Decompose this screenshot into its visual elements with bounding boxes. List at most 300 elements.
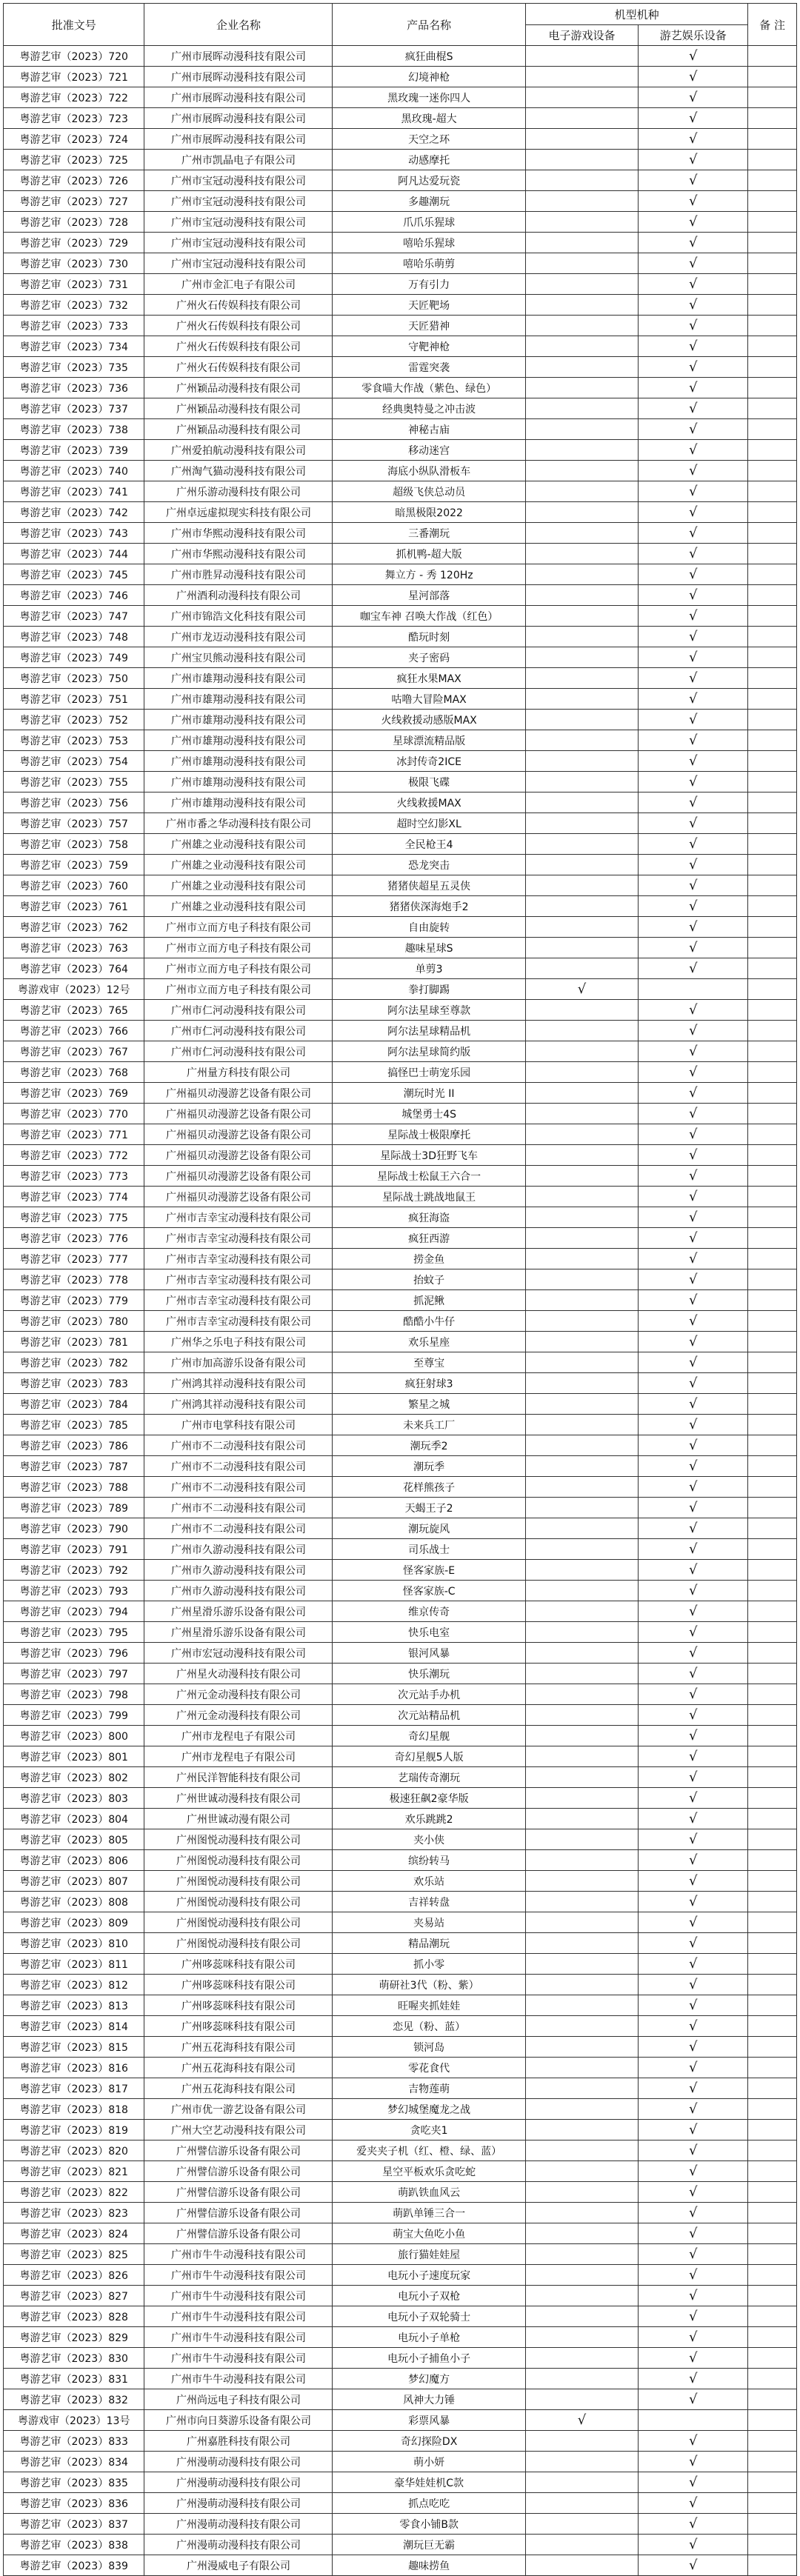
electronic-game-cell	[525, 2431, 638, 2452]
company-cell: 广州图悦动漫科技有限公司	[144, 1871, 333, 1892]
electronic-game-cell	[525, 1767, 638, 1788]
product-cell: 司乐战士	[333, 1539, 525, 1560]
product-cell: 星际战士跳战地鼠王	[333, 1187, 525, 1207]
electronic-game-cell	[525, 1000, 638, 1021]
entertainment-cell: √	[639, 87, 748, 108]
approval-no-cell: 粤游艺审（2023）787	[4, 1456, 144, 1477]
entertainment-cell: √	[639, 627, 748, 647]
company-cell: 广州世诚动漫科技有限公司	[144, 1788, 333, 1809]
company-cell: 广州市不二动漫科技有限公司	[144, 1456, 333, 1477]
entertainment-cell: √	[639, 1912, 748, 1933]
remarks-cell	[748, 544, 797, 564]
electronic-game-cell	[525, 1933, 638, 1954]
company-cell: 广州漫威电子有限公司	[144, 2555, 333, 2576]
table-row	[4, 2223, 797, 2244]
remarks-cell	[748, 1332, 797, 1352]
table-row	[4, 46, 797, 67]
table-row	[4, 1892, 797, 1912]
entertainment-cell: √	[639, 855, 748, 875]
company-cell: 广州颖品动漫科技有限公司	[144, 419, 333, 440]
remarks-cell	[748, 2535, 797, 2555]
electronic-game-cell	[525, 2514, 638, 2535]
entertainment-cell: √	[639, 46, 748, 67]
company-cell: 广州市牛牛动漫科技有限公司	[144, 2327, 333, 2348]
company-cell: 广州市立而方电子科技有限公司	[144, 979, 333, 1000]
company-cell: 广州星滑乐游乐设备有限公司	[144, 1601, 333, 1622]
table-row	[4, 1912, 797, 1933]
entertainment-cell: √	[639, 2161, 748, 2182]
table-row	[4, 1518, 797, 1539]
entertainment-cell: √	[639, 295, 748, 316]
remarks-cell	[748, 2244, 797, 2265]
entertainment-cell: √	[639, 2514, 748, 2535]
entertainment-cell: √	[639, 896, 748, 917]
company-cell: 广州五花海科技有限公司	[144, 2037, 333, 2058]
company-cell: 广州大空艺动漫科技有限公司	[144, 2120, 333, 2140]
entertainment-cell: √	[639, 1829, 748, 1850]
electronic-game-cell	[525, 1249, 638, 1269]
product-cell: 缤纷转马	[333, 1850, 525, 1871]
product-cell: 潮玩季	[333, 1456, 525, 1477]
approval-no-cell: 粤游艺审（2023）789	[4, 1498, 144, 1518]
product-cell: 抓泥鳅	[333, 1290, 525, 1311]
approval-no-cell: 粤游艺审（2023）733	[4, 316, 144, 336]
product-cell: 天空之环	[333, 129, 525, 150]
remarks-cell	[748, 1477, 797, 1498]
entertainment-cell: √	[639, 2140, 748, 2161]
remarks-cell	[748, 1290, 797, 1311]
remarks-cell	[748, 316, 797, 336]
electronic-game-cell	[525, 627, 638, 647]
remarks-cell	[748, 1394, 797, 1415]
electronic-game-cell	[525, 1539, 638, 1560]
electronic-game-cell	[525, 2223, 638, 2244]
electronic-game-cell	[525, 336, 638, 357]
electronic-game-cell	[525, 274, 638, 295]
table-row	[4, 1933, 797, 1954]
product-cell: 阿尔法星球简约版	[333, 1041, 525, 1062]
entertainment-cell: √	[639, 710, 748, 730]
entertainment-cell: √	[639, 751, 748, 772]
entertainment-cell: √	[639, 1664, 748, 1684]
electronic-game-cell	[525, 2555, 638, 2576]
table-row	[4, 1995, 797, 2016]
remarks-cell	[748, 1892, 797, 1912]
approval-no-cell: 粤游艺审（2023）805	[4, 1829, 144, 1850]
electronic-game-cell	[525, 1581, 638, 1601]
table-row	[4, 606, 797, 627]
electronic-game-cell	[525, 316, 638, 336]
company-cell: 广州淘气猫动漫科技有限公司	[144, 461, 333, 481]
approval-no-cell: 粤游艺审（2023）742	[4, 502, 144, 523]
remarks-cell	[748, 274, 797, 295]
entertainment-cell: √	[639, 502, 748, 523]
remarks-cell	[748, 2327, 797, 2348]
entertainment-cell: √	[639, 1228, 748, 1249]
product-cell: 万有引力	[333, 274, 525, 295]
company-cell: 广州市牛牛动漫科技有限公司	[144, 2286, 333, 2306]
remarks-cell	[748, 502, 797, 523]
entertainment-cell: √	[639, 357, 748, 378]
table-row	[4, 1166, 797, 1187]
remarks-cell	[748, 1539, 797, 1560]
entertainment-cell: √	[639, 1415, 748, 1435]
product-cell: 疯狂西游	[333, 1228, 525, 1249]
entertainment-cell: √	[639, 170, 748, 191]
remarks-cell	[748, 2431, 797, 2452]
remarks-cell	[748, 1788, 797, 1809]
entertainment-cell: √	[639, 647, 748, 668]
approval-no-cell: 粤游艺审（2023）835	[4, 2472, 144, 2493]
remarks-cell	[748, 751, 797, 772]
remarks-cell	[748, 1083, 797, 1104]
company-cell: 广州图悦动漫科技有限公司	[144, 1912, 333, 1933]
remarks-cell	[748, 1435, 797, 1456]
remarks-cell	[748, 1809, 797, 1829]
electronic-game-cell	[525, 1912, 638, 1933]
electronic-game-cell	[525, 1435, 638, 1456]
approval-no-cell: 粤游艺审（2023）756	[4, 793, 144, 813]
approval-no-cell: 粤游艺审（2023）803	[4, 1788, 144, 1809]
product-cell: 恐龙突击	[333, 855, 525, 875]
table-row	[4, 398, 797, 419]
product-cell: 电玩小子双枪	[333, 2286, 525, 2306]
approval-table-container	[3, 3, 797, 2576]
remarks-cell	[748, 1228, 797, 1249]
entertainment-cell: √	[639, 875, 748, 896]
entertainment-cell: √	[639, 1705, 748, 1726]
entertainment-cell: √	[639, 1124, 748, 1145]
table-row	[4, 2555, 797, 2576]
remarks-cell	[748, 2037, 797, 2058]
approval-no-cell: 粤游艺审（2023）801	[4, 1746, 144, 1767]
approval-no-cell: 粤游艺审（2023）839	[4, 2555, 144, 2576]
entertainment-cell: √	[639, 1850, 748, 1871]
approval-no-cell: 粤游艺审（2023）745	[4, 564, 144, 585]
remarks-cell	[748, 606, 797, 627]
entertainment-cell: √	[639, 440, 748, 461]
entertainment-cell: √	[639, 1145, 748, 1166]
company-cell: 广州市雄翔动漫科技有限公司	[144, 668, 333, 689]
company-cell: 广州市立而方电子科技有限公司	[144, 917, 333, 938]
approval-no-cell: 粤游艺审（2023）752	[4, 710, 144, 730]
approval-no-cell: 粤游艺审（2023）807	[4, 1871, 144, 1892]
entertainment-cell: √	[639, 1290, 748, 1311]
product-cell: 梦幻魔方	[333, 2369, 525, 2389]
electronic-game-cell	[525, 730, 638, 751]
remarks-cell	[748, 1975, 797, 1995]
entertainment-cell: √	[639, 1249, 748, 1269]
table-row	[4, 1477, 797, 1498]
product-cell: 阿尔法星球精品机	[333, 1021, 525, 1041]
electronic-game-cell	[525, 710, 638, 730]
company-cell: 广州市雄翔动漫科技有限公司	[144, 772, 333, 793]
company-cell: 广州市展晖动漫科技有限公司	[144, 129, 333, 150]
table-row	[4, 2535, 797, 2555]
remarks-cell	[748, 170, 797, 191]
product-cell: 天蝎王子2	[333, 1498, 525, 1518]
remarks-cell	[748, 1104, 797, 1124]
product-cell: 奇幻星舰5人版	[333, 1746, 525, 1767]
approval-no-cell: 粤游艺审（2023）774	[4, 1187, 144, 1207]
product-cell: 黑玫瑰-超大	[333, 108, 525, 129]
company-cell: 广州市吉幸宝动漫科技有限公司	[144, 1207, 333, 1228]
company-cell: 广州哆蕊咪科技有限公司	[144, 1975, 333, 1995]
table-row	[4, 378, 797, 398]
entertainment-cell: √	[639, 2369, 748, 2389]
approval-no-cell: 粤游艺审（2023）767	[4, 1041, 144, 1062]
entertainment-cell: √	[639, 1373, 748, 1394]
remarks-cell	[748, 87, 797, 108]
entertainment-cell: √	[639, 1352, 748, 1373]
table-row	[4, 689, 797, 710]
approval-no-cell: 粤游艺审（2023）793	[4, 1581, 144, 1601]
table-row	[4, 1622, 797, 1643]
remarks-cell	[748, 689, 797, 710]
remarks-cell	[748, 896, 797, 917]
electronic-game-cell	[525, 875, 638, 896]
entertainment-cell: √	[639, 1083, 748, 1104]
remarks-cell	[748, 336, 797, 357]
electronic-game-cell	[525, 2182, 638, 2203]
product-cell: 银河风暴	[333, 1643, 525, 1664]
table-row	[4, 2327, 797, 2348]
entertainment-cell: √	[639, 2223, 748, 2244]
product-cell: 欢乐跳跳2	[333, 1809, 525, 1829]
company-cell: 广州市牛牛动漫科技有限公司	[144, 2369, 333, 2389]
product-cell: 吉祥转盘	[333, 1892, 525, 1912]
entertainment-cell: √	[639, 523, 748, 544]
product-cell: 单剪3	[333, 958, 525, 979]
entertainment-cell: √	[639, 2203, 748, 2223]
entertainment-cell: √	[639, 958, 748, 979]
table-row	[4, 212, 797, 233]
company-cell: 广州爱拍航动漫科技有限公司	[144, 440, 333, 461]
electronic-game-cell	[525, 1477, 638, 1498]
approval-no-cell: 粤游艺审（2023）822	[4, 2182, 144, 2203]
company-cell: 广州五花海科技有限公司	[144, 2078, 333, 2099]
approval-no-cell: 粤游艺审（2023）771	[4, 1124, 144, 1145]
approval-no-cell: 粤游艺审（2023）732	[4, 295, 144, 316]
remarks-cell	[748, 1829, 797, 1850]
entertainment-cell: √	[639, 1104, 748, 1124]
entertainment-cell: √	[639, 1498, 748, 1518]
product-cell: 超时空幻影XL	[333, 813, 525, 834]
remarks-cell	[748, 2306, 797, 2327]
table-row	[4, 2203, 797, 2223]
remarks-cell	[748, 2389, 797, 2410]
electronic-game-cell	[525, 1415, 638, 1435]
remarks-cell	[748, 1415, 797, 1435]
remarks-cell	[748, 2265, 797, 2286]
product-cell: 花样熊孩子	[333, 1477, 525, 1498]
entertainment-cell: √	[639, 481, 748, 502]
remarks-cell	[748, 2286, 797, 2306]
electronic-game-cell	[525, 1664, 638, 1684]
approval-no-cell: 粤游艺审（2023）816	[4, 2058, 144, 2078]
approval-no-cell: 粤游艺审（2023）837	[4, 2514, 144, 2535]
table-row	[4, 2244, 797, 2265]
company-cell: 广州火石传娱科技有限公司	[144, 357, 333, 378]
remarks-cell	[748, 834, 797, 855]
electronic-game-cell	[525, 191, 638, 212]
company-cell: 广州市不二动漫科技有限公司	[144, 1435, 333, 1456]
electronic-game-cell	[525, 1892, 638, 1912]
company-cell: 广州星火动漫科技有限公司	[144, 1664, 333, 1684]
company-cell: 广州乐游动漫科技有限公司	[144, 481, 333, 502]
product-cell: 猪猪侠超星五灵侠	[333, 875, 525, 896]
product-cell: 电玩小子单枪	[333, 2327, 525, 2348]
product-cell: 舞立方 - 秀 120Hz	[333, 564, 525, 585]
remarks-cell	[748, 2223, 797, 2244]
entertainment-cell: √	[639, 316, 748, 336]
entertainment-cell: √	[639, 1809, 748, 1829]
company-cell: 广州市吉幸宝动漫科技有限公司	[144, 1249, 333, 1269]
product-cell: 星际战士极限摩托	[333, 1124, 525, 1145]
company-cell: 广州福贝动漫游艺设备有限公司	[144, 1145, 333, 1166]
approval-no-cell: 粤游艺审（2023）759	[4, 855, 144, 875]
approval-no-cell: 粤游艺审（2023）785	[4, 1415, 144, 1435]
company-cell: 广州火石传娱科技有限公司	[144, 295, 333, 316]
electronic-game-cell	[525, 544, 638, 564]
company-cell: 广州市雄翔动漫科技有限公司	[144, 710, 333, 730]
product-cell: 火线救援动感版MAX	[333, 710, 525, 730]
entertainment-cell: √	[639, 398, 748, 419]
entertainment-cell: √	[639, 1062, 748, 1083]
product-cell: 梦幻城堡魔龙之战	[333, 2099, 525, 2120]
company-cell: 广州市牛牛动漫科技有限公司	[144, 2244, 333, 2265]
company-cell: 广州市胜昇动漫科技有限公司	[144, 564, 333, 585]
entertainment-cell: √	[639, 813, 748, 834]
remarks-cell	[748, 1850, 797, 1871]
entertainment-cell: √	[639, 2389, 748, 2410]
product-cell: 怪客家族-C	[333, 1581, 525, 1601]
approval-no-cell: 粤游艺审（2023）768	[4, 1062, 144, 1083]
remarks-cell	[748, 129, 797, 150]
remarks-cell	[748, 419, 797, 440]
approval-no-cell: 粤游艺审（2023）737	[4, 398, 144, 419]
company-cell: 广州酒利动漫科技有限公司	[144, 585, 333, 606]
approval-no-cell: 粤游艺审（2023）740	[4, 461, 144, 481]
table-row	[4, 2493, 797, 2514]
approval-no-cell: 粤游艺审（2023）735	[4, 357, 144, 378]
approval-no-cell: 粤游艺审（2023）813	[4, 1995, 144, 2016]
company-cell: 广州市优一游艺设备有限公司	[144, 2099, 333, 2120]
approval-no-cell: 粤游艺审（2023）723	[4, 108, 144, 129]
product-cell: 精品潮玩	[333, 1933, 525, 1954]
entertainment-cell: √	[639, 2099, 748, 2120]
entertainment-cell: √	[639, 2244, 748, 2265]
remarks-cell	[748, 813, 797, 834]
table-row	[4, 357, 797, 378]
electronic-game-cell	[525, 2286, 638, 2306]
electronic-game-cell	[525, 1995, 638, 2016]
table-row	[4, 1560, 797, 1581]
remarks-cell	[748, 1664, 797, 1684]
remarks-cell	[748, 2348, 797, 2369]
company-cell: 广州雄之业动漫科技有限公司	[144, 896, 333, 917]
table-row	[4, 772, 797, 793]
approval-no-cell: 粤游艺审（2023）824	[4, 2223, 144, 2244]
table-row	[4, 668, 797, 689]
remarks-cell	[748, 1912, 797, 1933]
company-cell: 广州图悦动漫科技有限公司	[144, 1933, 333, 1954]
product-cell: 趣味星球S	[333, 938, 525, 958]
product-cell: 酷玩时刻	[333, 627, 525, 647]
approval-no-cell: 粤游艺审（2023）760	[4, 875, 144, 896]
product-cell: 黑玫瑰一迷你四人	[333, 87, 525, 108]
approval-no-cell: 粤游艺审（2023）758	[4, 834, 144, 855]
table-row	[4, 502, 797, 523]
entertainment-cell: √	[639, 1871, 748, 1892]
entertainment-cell: √	[639, 253, 748, 274]
entertainment-cell: √	[639, 1581, 748, 1601]
table-row	[4, 1228, 797, 1249]
product-cell: 捞金鱼	[333, 1249, 525, 1269]
company-cell: 广州市展晖动漫科技有限公司	[144, 108, 333, 129]
remarks-cell	[748, 2410, 797, 2431]
product-cell: 次元站手办机	[333, 1684, 525, 1705]
product-cell: 欢乐站	[333, 1871, 525, 1892]
product-cell: 萌趴铁血风云	[333, 2182, 525, 2203]
electronic-game-cell	[525, 2472, 638, 2493]
company-cell: 广州漫萌动漫科技有限公司	[144, 2514, 333, 2535]
remarks-cell	[748, 1041, 797, 1062]
table-row	[4, 1000, 797, 1021]
approval-no-cell: 粤游艺审（2023）836	[4, 2493, 144, 2514]
entertainment-cell: √	[639, 1767, 748, 1788]
remarks-cell	[748, 523, 797, 544]
table-row	[4, 87, 797, 108]
product-cell: 萌宝大鱼吃小鱼	[333, 2223, 525, 2244]
entertainment-cell: √	[639, 2306, 748, 2327]
table-row	[4, 2431, 797, 2452]
electronic-game-cell	[525, 1083, 638, 1104]
entertainment-cell: √	[639, 274, 748, 295]
electronic-game-cell	[525, 1062, 638, 1083]
approval-no-cell: 粤游艺审（2023）755	[4, 772, 144, 793]
product-cell: 锁河岛	[333, 2037, 525, 2058]
entertainment-cell: √	[639, 2493, 748, 2514]
company-cell: 广州世诚动漫有限公司	[144, 1809, 333, 1829]
company-cell: 广州市锦浩文化科技有限公司	[144, 606, 333, 627]
remarks-cell	[748, 979, 797, 1000]
company-cell: 广州尚远电子科技有限公司	[144, 2389, 333, 2410]
remarks-cell	[748, 2452, 797, 2472]
electronic-game-cell	[525, 2140, 638, 2161]
electronic-game-cell	[525, 917, 638, 938]
remarks-cell	[748, 772, 797, 793]
approval-no-cell: 粤游艺审（2023）831	[4, 2369, 144, 2389]
company-cell: 广州福贝动漫游艺设备有限公司	[144, 1124, 333, 1145]
entertainment-cell: √	[639, 461, 748, 481]
electronic-game-cell	[525, 834, 638, 855]
company-cell: 广州市吉幸宝动漫科技有限公司	[144, 1269, 333, 1290]
table-row	[4, 1269, 797, 1290]
remarks-cell	[748, 2369, 797, 2389]
entertainment-cell: √	[639, 1456, 748, 1477]
product-cell: 搞怪巴士萌宠乐园	[333, 1062, 525, 1083]
table-row	[4, 1041, 797, 1062]
electronic-game-cell	[525, 2078, 638, 2099]
company-cell: 广州市宏冠动漫科技有限公司	[144, 1643, 333, 1664]
company-cell: 广州颖品动漫科技有限公司	[144, 378, 333, 398]
approval-no-cell: 粤游艺审（2023）749	[4, 647, 144, 668]
electronic-game-cell	[525, 1809, 638, 1829]
approval-no-cell: 粤游艺审（2023）800	[4, 1726, 144, 1746]
table-row	[4, 2016, 797, 2037]
entertainment-cell: √	[639, 108, 748, 129]
